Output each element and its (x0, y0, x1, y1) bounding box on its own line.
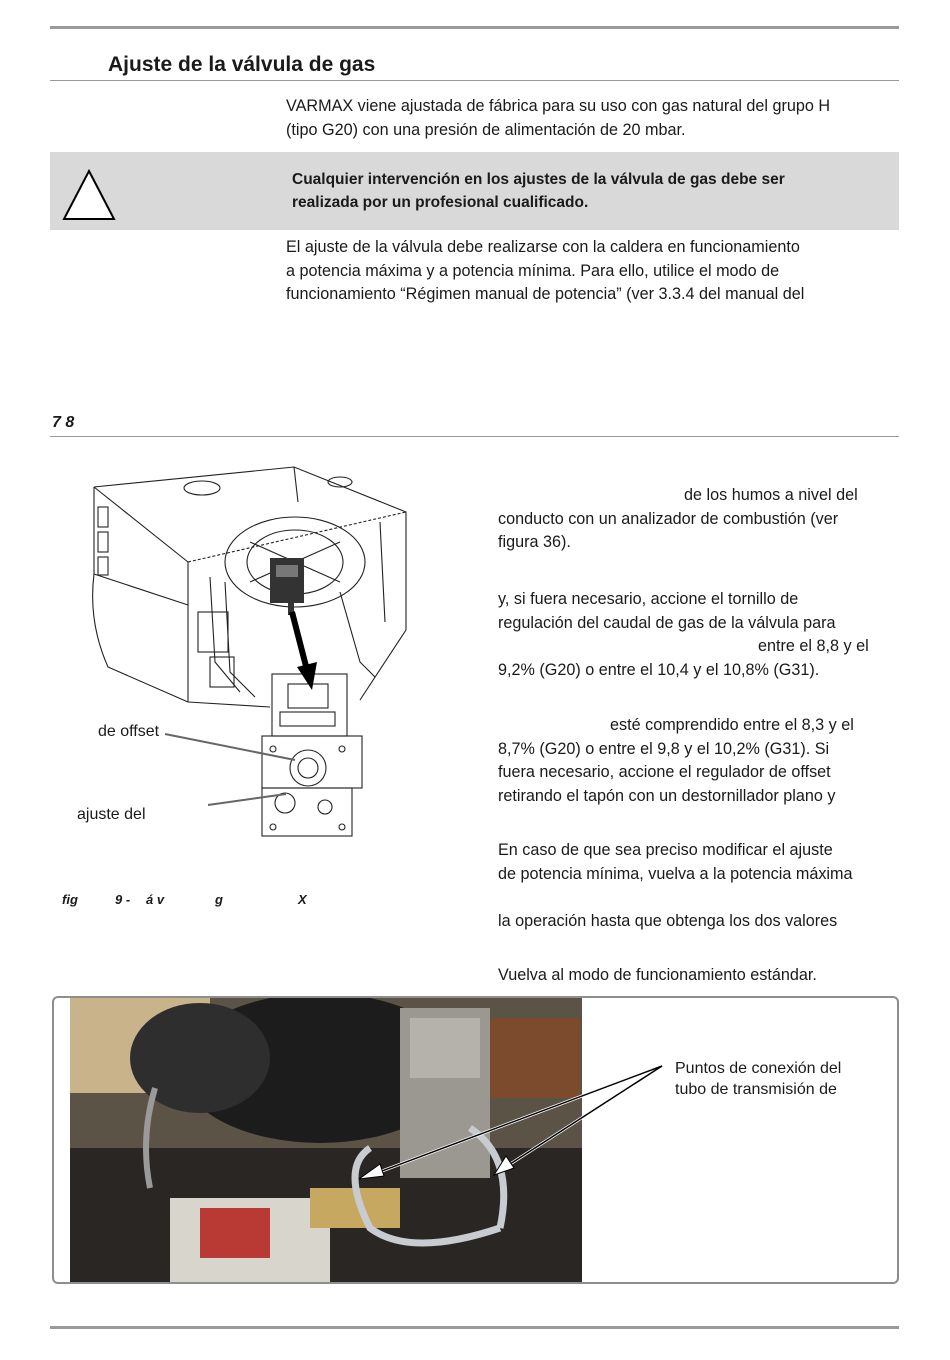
warning-line: realizada por un profesional cualificado. (292, 194, 589, 211)
section-number: 7 8 (52, 414, 75, 431)
warning-triangle-icon (61, 168, 117, 222)
step-line: de los humos a nivel del (684, 486, 858, 504)
photo-arrows (54, 998, 897, 1282)
step-line: esté comprendido entre el 8,3 y el (610, 716, 854, 734)
adjust-line: funcionamiento “Régimen manual de potencia” (ver 3.3.4 del manual del (286, 285, 805, 303)
step-line: En caso de que sea preciso modificar el ajuste (498, 841, 833, 859)
step-line: Vuelva al modo de funcionamiento estándar. (498, 966, 817, 984)
step-line: retirando el tapón con un destornillador plano y (498, 786, 836, 805)
section-rule (50, 436, 899, 437)
step-line: regulación del caudal de gas de la válvula para (498, 613, 836, 632)
step-line: y, si fuera necesario, accione el tornillo de (498, 590, 799, 608)
callout-offset: de offset (98, 723, 160, 740)
step-line: de potencia mínima, vuelva a la potencia máxima (498, 864, 853, 883)
warning-box (50, 152, 899, 230)
step-line: figura 36). (498, 533, 571, 551)
adjust-line: El ajuste de la válvula debe realizarse con la caldera en funcionamiento (286, 238, 800, 256)
callout-adjust: ajuste del (77, 806, 146, 823)
bottom-rule (50, 1326, 899, 1329)
figure-caption-word: á v (146, 892, 165, 907)
intro-line: VARMAX viene ajustada de fábrica para su uso con gas natural del grupo H (286, 97, 831, 115)
boiler-valve-drawing (80, 462, 420, 842)
step-line: la operación hasta que obtenga los dos valores (498, 911, 838, 930)
adjust-line: a potencia máxima y a potencia mínima. Para ello, utilice el modo de (286, 261, 780, 280)
warning-line: Cualquier intervención en los ajustes de la válvula de gas debe ser (292, 171, 785, 188)
step-line: entre el 8,8 y el (758, 637, 869, 655)
title-underline (50, 80, 899, 81)
step-2 (498, 588, 898, 682)
step-5 (498, 964, 898, 988)
photo-frame (52, 996, 899, 1284)
figure-caption-word: X (298, 892, 307, 907)
step-line: fuera necesario, accione el regulador de offset (498, 763, 831, 781)
intro-paragraph (286, 95, 898, 142)
adjust-paragraph (286, 236, 898, 307)
step-3 (498, 714, 898, 808)
photo-label-line: tubo de transmisión de (675, 1081, 837, 1098)
figure-caption-word: g (215, 892, 223, 907)
step-1 (498, 484, 898, 555)
photo-label-line: Puntos de conexión del (675, 1060, 842, 1077)
step-line: 8,7% (G20) o entre el 9,8 y el 10,2% (G31). Si (498, 739, 830, 758)
warning-text (292, 168, 892, 214)
top-rule (50, 26, 899, 29)
step-4 (498, 839, 898, 933)
intro-line: (tipo G20) con una presión de alimentación de 20 mbar. (286, 120, 686, 139)
photo-label (675, 1058, 841, 1100)
figure-caption-fig: fig (62, 892, 78, 907)
step-line: conducto con un analizador de combustión (ver (498, 509, 839, 528)
figure-caption-number: 9 - (115, 892, 131, 907)
step-line: 9,2% (G20) o entre el 10,4 y el 10,8% (G31). (498, 660, 820, 679)
page-title: Ajuste de la válvula de gas (108, 53, 376, 76)
